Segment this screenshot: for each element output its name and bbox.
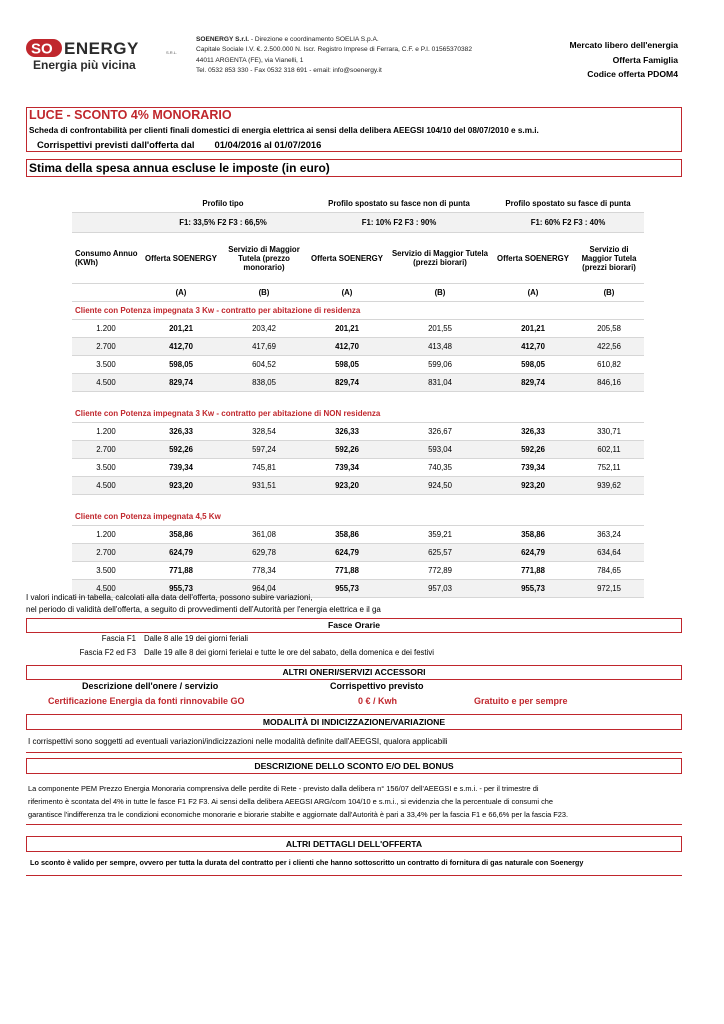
offerta-cell: 598,05 xyxy=(521,360,545,369)
offer-header xyxy=(569,38,678,82)
offerta-cell: 829,74 xyxy=(335,378,359,387)
offerta-cell: 592,26 xyxy=(335,445,359,454)
offerta-cell: 624,79 xyxy=(521,548,545,557)
consumo-cell: 3.500 xyxy=(96,360,116,369)
offer-title-box xyxy=(26,107,682,152)
col-a: (A) xyxy=(341,288,353,297)
fascia-f1-label: Fascia F1 xyxy=(101,634,136,643)
tutela-cell: 361,08 xyxy=(252,530,276,539)
offerta-cell: 592,26 xyxy=(169,445,193,454)
offerta-cell: 592,26 xyxy=(521,445,545,454)
tutela-cell: 629,78 xyxy=(252,548,276,557)
offerta-cell: 829,74 xyxy=(169,378,193,387)
section-title-text: Cliente con Potenza impegnata 3 Kw - contratto per abitazione di residenza xyxy=(75,306,361,315)
offerta-cell: 201,21 xyxy=(335,324,359,333)
note-line: nel periodo di validità dell'offerta, a seguito di provvedimenti dell'Autorità per l'energia elettrica e il ga xyxy=(26,605,381,614)
offerta-cell: 358,86 xyxy=(169,530,193,539)
table-row xyxy=(72,477,644,495)
company-direction: - Direzione e coordinamento SOELIA S.p.A. xyxy=(249,36,379,43)
indicizzazione-text: I corrispettivi sono soggetti ad eventuali variazioni/indicizzazioni nelle modalità definite dall'AEEGSI, qualora applicabili xyxy=(28,737,448,746)
fascia-f23-text: Dalle 19 alle 8 dei giorni ferielai e tutte le ore del sabato, della domenica e dei festivi xyxy=(144,648,434,657)
tutela-cell: 201,55 xyxy=(428,324,452,333)
offerta-cell: 598,05 xyxy=(169,360,193,369)
section-title-text: Cliente con Potenza impegnata 4,5 Kw xyxy=(75,512,221,521)
offerta-cell: 358,86 xyxy=(335,530,359,539)
logo-so: SO xyxy=(31,40,53,58)
oneri-item-name: Certificazione Energia da fonti rinnovabile GO xyxy=(48,696,245,706)
market-label: Mercato libero dell'energia xyxy=(569,40,678,50)
fascia-f23-label: Fascia F2 ed F3 xyxy=(79,648,136,657)
company-address: 44011 ARGENTA (FE), via Vianelli, 1 xyxy=(196,56,304,64)
section-spacer xyxy=(72,495,644,508)
offerta-cell: 923,20 xyxy=(169,481,193,490)
table-header-columns xyxy=(72,233,644,284)
consumo-cell: 2.700 xyxy=(96,445,116,454)
tutela-cell: 593,04 xyxy=(428,445,452,454)
section-spacer xyxy=(72,392,644,405)
tutela-cell: 778,34 xyxy=(252,566,276,575)
company-contacts: Tel. 0532 853 330 - Fax 0532 318 691 - email: info@soenergy.it xyxy=(196,66,382,74)
tutela-cell: 752,11 xyxy=(597,463,621,472)
offerta-cell: 412,70 xyxy=(521,342,545,351)
divider xyxy=(26,752,682,753)
offerta-cell: 326,33 xyxy=(335,427,359,436)
col-b: (B) xyxy=(603,288,615,297)
profile-split: F1: 60% F2 F3 : 40% xyxy=(530,218,606,227)
stima-box xyxy=(26,159,682,177)
tutela-cell: 413,48 xyxy=(428,342,452,351)
offerta-cell: 201,21 xyxy=(521,324,545,333)
soenergy-logo xyxy=(26,38,188,72)
tutela-cell: 326,67 xyxy=(428,427,452,436)
table-row xyxy=(72,423,644,441)
dettagli-text: Lo sconto è valido per sempre, ovvero per tutta la durata del contratto per i clienti che hanno sottoscritto un contratto di fornitura di gas naturale con Soenergy xyxy=(30,858,584,867)
table-row xyxy=(72,374,644,392)
oneri-item-note: Gratuito e per sempre xyxy=(474,696,568,706)
offerta-cell: 955,73 xyxy=(335,584,359,593)
offerta-cell: 955,73 xyxy=(169,584,193,593)
sconto-text xyxy=(28,782,684,821)
table-row xyxy=(72,459,644,477)
sconto-line: La componente PEM Prezzo Energia Monoraria comprensiva delle perdite di Rete - previsto dalla delibera n° 156/07 dell'AEEGSI e s.m.i. - per il trimestre di xyxy=(28,784,539,793)
section-title-text: Cliente con Potenza impegnata 3 Kw - contratto per abitazione di NON residenza xyxy=(75,409,381,418)
offerta-cell: 771,88 xyxy=(169,566,193,575)
profile-split: F1: 33,5% F2 F3 : 66,5% xyxy=(179,218,267,227)
cost-table xyxy=(72,194,644,598)
section-title xyxy=(72,405,644,423)
offerta-cell: 771,88 xyxy=(521,566,545,575)
col-consumo: Consumo Annuo (KWh) xyxy=(75,249,138,267)
offerta-cell: 624,79 xyxy=(169,548,193,557)
offerta-cell: 771,88 xyxy=(335,566,359,575)
tutela-cell: 330,71 xyxy=(597,427,621,436)
table-sections xyxy=(72,302,644,598)
table-row xyxy=(72,356,644,374)
consumo-cell: 2.700 xyxy=(96,342,116,351)
table-header-splits xyxy=(72,213,644,233)
consumo-cell: 1.200 xyxy=(96,427,116,436)
sconto-line: riferimento è scontata del 4% in tutte le fasce F1 F2 F3. Ai sensi della delibera AEEGSI ARG/com 104/10 e s.m.i., si evidenzia che la percentuale di consumi che xyxy=(28,797,554,806)
tutela-cell: 964,04 xyxy=(252,584,276,593)
offerta-cell: 739,34 xyxy=(521,463,545,472)
tutela-cell: 740,35 xyxy=(428,463,452,472)
tutela-cell: 597,24 xyxy=(252,445,276,454)
logo-tagline: Energia più vicina xyxy=(33,58,136,72)
tutela-cell: 203,42 xyxy=(252,324,276,333)
tutela-cell: 417,69 xyxy=(252,342,276,351)
oneri-header: ALTRI ONERI/SERVIZI ACCESSORI xyxy=(26,665,682,680)
offerta-cell: 358,86 xyxy=(521,530,545,539)
fasce-header: Fasce Orarie xyxy=(26,618,682,633)
stima-title: Stima della spesa annua escluse le imposte (in euro) xyxy=(29,161,330,175)
col-a: (A) xyxy=(527,288,539,297)
col-tutela: Servizio di Maggior Tutela (prezzo monorario) xyxy=(228,244,300,272)
col-tutela: Servizio di Maggior Tutela (prezzi biorari) xyxy=(581,244,637,272)
offer-family-label: Offerta Famiglia xyxy=(612,54,678,65)
consumo-cell: 4.500 xyxy=(96,378,116,387)
offerta-cell: 201,21 xyxy=(169,324,193,333)
offerta-cell: 739,34 xyxy=(335,463,359,472)
logo-energy: ENERGY xyxy=(64,39,139,58)
offerta-cell: 598,05 xyxy=(335,360,359,369)
consumo-cell: 3.500 xyxy=(96,463,116,472)
tutela-cell: 939,62 xyxy=(597,481,621,490)
offer-period xyxy=(37,139,321,150)
logo-srl: S.R.L. xyxy=(166,50,178,55)
consumo-cell: 3.500 xyxy=(96,566,116,575)
offerta-cell: 829,74 xyxy=(521,378,545,387)
tutela-cell: 931,51 xyxy=(252,481,276,490)
table-row xyxy=(72,441,644,459)
divider xyxy=(26,875,682,876)
tutela-cell: 838,05 xyxy=(252,378,276,387)
section-title xyxy=(72,508,644,526)
tutela-cell: 359,21 xyxy=(428,530,452,539)
tutela-cell: 610,82 xyxy=(597,360,621,369)
offer-title: LUCE - SCONTO 4% MONORARIO xyxy=(29,108,232,122)
tutela-cell: 924,50 xyxy=(428,481,452,490)
oneri-col-corrispettivo: Corrispettivo previsto xyxy=(330,681,424,691)
dettagli-header: ALTRI DETTAGLI DELL'OFFERTA xyxy=(26,836,682,852)
col-b: (B) xyxy=(434,288,446,297)
fascia-f1-text: Dalle 8 alle 19 dei giorni feriali xyxy=(144,634,249,643)
tutela-cell: 634,64 xyxy=(597,548,621,557)
note-line: I valori indicati in tabella, calcolati alla data dell'offerta, possono subire variazioni, xyxy=(26,593,313,602)
tutela-cell: 972,15 xyxy=(597,584,621,593)
consumo-cell: 4.500 xyxy=(96,481,116,490)
table-row xyxy=(72,526,644,544)
offerta-cell: 955,73 xyxy=(521,584,545,593)
profile-header: Profilo tipo xyxy=(202,198,244,208)
section-title xyxy=(72,302,644,320)
offerta-cell: 326,33 xyxy=(169,427,193,436)
table-row xyxy=(72,320,644,338)
oneri-col-descrizione: Descrizione dell'onere / servizio xyxy=(82,681,219,691)
tutela-cell: 205,58 xyxy=(597,324,621,333)
consumo-cell: 1.200 xyxy=(96,324,116,333)
consumo-cell: 4.500 xyxy=(96,584,116,593)
tutela-cell: 625,57 xyxy=(428,548,452,557)
col-b: (B) xyxy=(258,288,270,297)
tutela-cell: 957,03 xyxy=(428,584,452,593)
company-capital: Capitale Sociale I.V. €. 2.500.000 N. Iscr. Registro Imprese di Ferrara, C.F. e P.I. 01565370382 xyxy=(196,46,472,54)
table-note xyxy=(26,592,381,616)
sconto-line: garantisce l'indifferenza tra le condizioni economiche monorarie e biorarie stabilte e aggiornate dall'Autorità è pari a 33,4% per la fascia F1 e 66,6% per la fascia F23. xyxy=(28,810,569,819)
tutela-cell: 363,24 xyxy=(597,530,621,539)
tutela-cell: 846,16 xyxy=(597,378,621,387)
sconto-header: DESCRIZIONE DELLO SCONTO E/O DEL BONUS xyxy=(26,758,682,774)
offerta-cell: 923,20 xyxy=(521,481,545,490)
col-offerta: Offerta SOENERGY xyxy=(145,253,217,263)
offerta-cell: 412,70 xyxy=(169,342,193,351)
col-a: (A) xyxy=(175,288,187,297)
tutela-cell: 745,81 xyxy=(252,463,276,472)
table-row xyxy=(72,562,644,580)
tutela-cell: 422,56 xyxy=(597,342,621,351)
period-value: 01/04/2016 al 01/07/2016 xyxy=(214,139,322,150)
table-header-ab xyxy=(72,284,644,302)
company-name: SOENERGY S.r.l. xyxy=(196,36,250,43)
col-tutela: Servizio di Maggior Tutela (prezzi biorari) xyxy=(391,249,489,267)
profile-split: F1: 10% F2 F3 : 90% xyxy=(361,218,437,227)
table-header-profiles xyxy=(72,194,644,213)
offer-subtitle: Scheda di confrontabilità per clienti finali domestici di energia elettrica ai sensi della delibera AEEGSI 104/10 del 08/07/2010 e s.m.i. xyxy=(29,126,539,135)
logo-graphic xyxy=(26,38,188,72)
tutela-cell: 784,65 xyxy=(597,566,621,575)
table-row xyxy=(72,544,644,562)
offerta-cell: 923,20 xyxy=(335,481,359,490)
offer-code: Codice offerta PDOM4 xyxy=(587,69,678,79)
offerta-cell: 624,79 xyxy=(335,548,359,557)
tutela-cell: 831,04 xyxy=(428,378,452,387)
tutela-cell: 599,06 xyxy=(428,360,452,369)
tutela-cell: 602,11 xyxy=(597,445,621,454)
divider xyxy=(26,824,682,825)
indicizzazione-header: MODALITÀ DI INDICIZZAZIONE/VARIAZIONE xyxy=(26,714,682,730)
company-info xyxy=(196,35,472,76)
col-offerta: Offerta SOENERGY xyxy=(311,253,383,263)
offerta-cell: 739,34 xyxy=(169,463,193,472)
profile-header: Profilo spostato su fasce non di punta xyxy=(328,198,470,208)
col-offerta: Offerta SOENERGY xyxy=(497,253,569,263)
consumo-cell: 2.700 xyxy=(96,548,116,557)
profile-header: Profilo spostato su fasce di punta xyxy=(505,198,631,208)
tutela-cell: 604,52 xyxy=(252,360,276,369)
tutela-cell: 328,54 xyxy=(252,427,276,436)
offerta-cell: 412,70 xyxy=(335,342,359,351)
period-label: Corrispettivi previsti dall'offerta dal xyxy=(37,139,195,150)
tutela-cell: 772,89 xyxy=(428,566,452,575)
table-row xyxy=(72,338,644,356)
oneri-item-price: 0 € / Kwh xyxy=(358,696,398,706)
consumo-cell: 1.200 xyxy=(96,530,116,539)
offerta-cell: 326,33 xyxy=(521,427,545,436)
